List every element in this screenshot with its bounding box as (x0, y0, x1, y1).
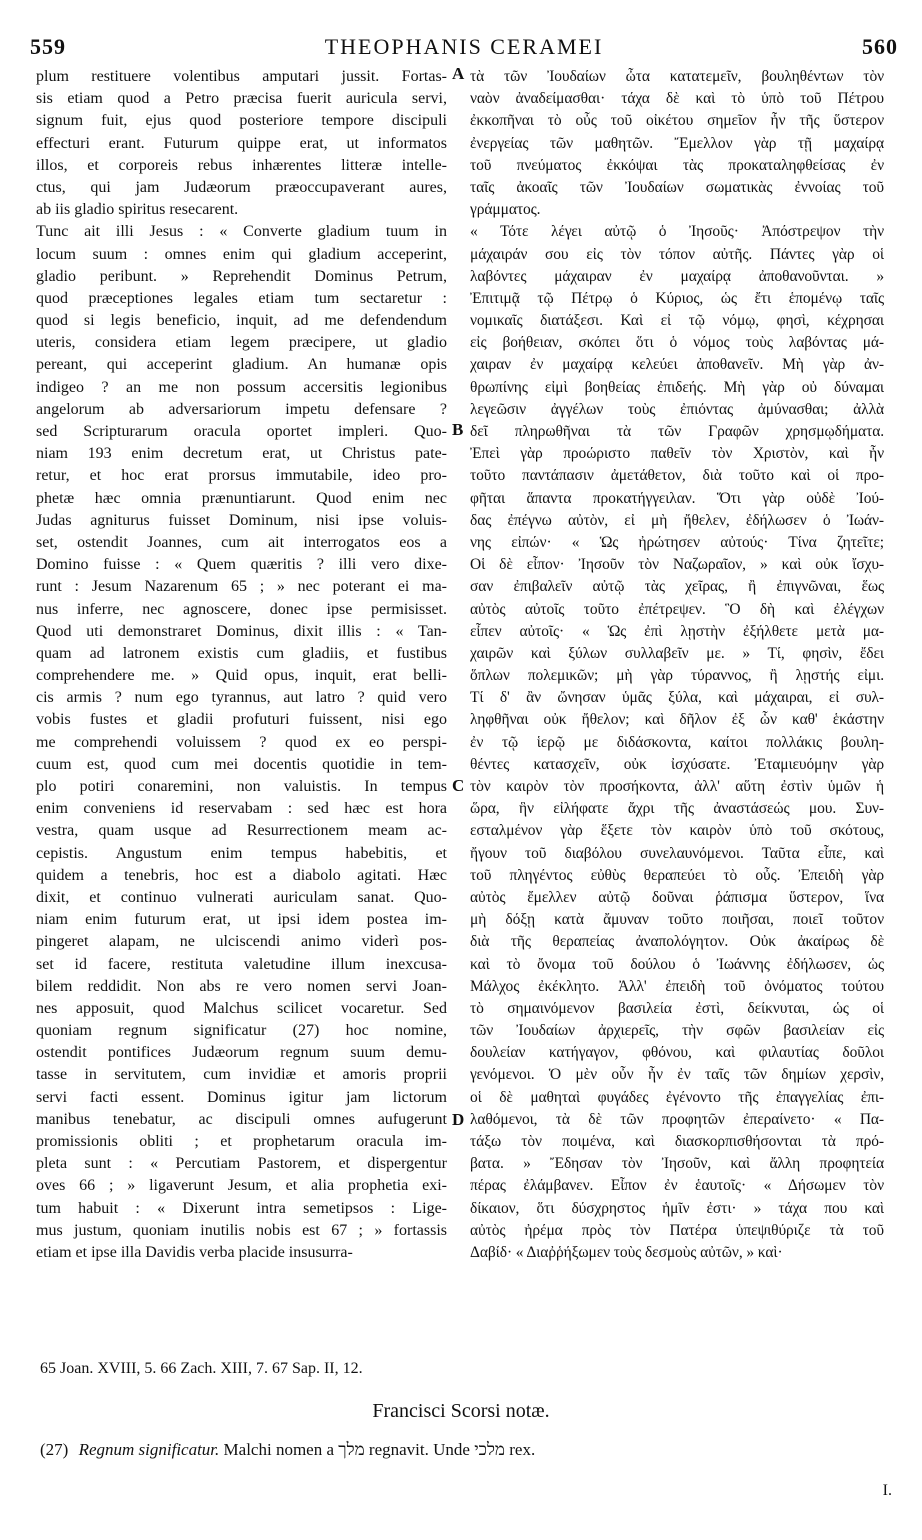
latin-text-line: uteris, considera etiam legem præcipere, ut gladio (36, 334, 447, 352)
latin-text-line: quod præceptiones legales etiam tum sectaretur : (36, 289, 447, 307)
greek-text-line: λεγεῶσιν ἀγγέλων τοὺς ἐπιόντας ἀμύνασθαι; ἀλλὰ (470, 400, 884, 418)
margin-marker-c: C (452, 776, 465, 795)
latin-text-line: pleta sunt : « Percutiam Pastorem, et dispergentur (36, 1155, 447, 1173)
greek-text-line: νης εἰπών· « Ὡς ἠρώτησεν αὐτούς· Τίνα ζητεῖτε; (470, 533, 884, 551)
latin-text-line: niam 193 enim decretum erat, ut Christus pate- (36, 445, 447, 463)
page-number-left: 559 (30, 34, 66, 59)
latin-text-line: vestra, quam usque ad Resurrectionem meam ac- (36, 822, 447, 840)
greek-text-line: τοῦ πνεύματος ἐκκόψαι τὰς προκαταληφθείσας ἐν (470, 156, 884, 174)
greek-text-line: ὅπλων πολεμικῶν; μὴ γὰρ τύραννος, ἢ λῃστής εἰμι. (470, 667, 884, 685)
latin-text-line: set id facere, restituta valetudine illum inexcusa- (36, 955, 447, 973)
greek-text-line: Μάλχος ἐκέκλητο. Ἀλλ' ἐπειδὴ τοῦ ὀνόματος τούτου (470, 977, 884, 995)
greek-text-line: τάξω τὸν ποιμένα, καὶ διασκορπισθήσονται τὰ πρό- (470, 1133, 884, 1150)
latin-text-line: quoniam regnum significatur (27) hoc nomine, (36, 1022, 447, 1040)
note-text: Malchi nomen a מלך regnavit. Unde מלכי rex. (223, 1440, 536, 1459)
greek-text-line: τὸ σημαινόμενον βασιλεία ἐστὶ, δείκνυται, ὡς οἱ (470, 999, 884, 1017)
latin-text-line: servi facti essent. Dominus igitur jam lictorum (36, 1088, 447, 1106)
latin-text-line: vobis fustes et gladii profuturi fuissent, nisi ego (36, 711, 447, 729)
latin-text-line: quidem a tenebris, hoc est a diabolo agitati. Hæc (36, 866, 447, 884)
footnotes: 65 Joan. XVIII, 5. 66 Zach. XIII, 7. 67 Sap. II, 12. (40, 1360, 363, 1377)
running-title: THEOPHANIS CERAMEI (324, 34, 604, 59)
latin-text-line: retur, et hoc erat prorsus immutabile, ideo pro- (36, 467, 447, 485)
latin-text-line: manibus tenebatur, ac discipuli omnes aufugerunt (36, 1110, 447, 1128)
greek-text-line: Τί δ' ἂν ὤνησαν ὑμᾶς ξύλα, καὶ μάχαιραι, εἰ συλ- (470, 689, 884, 707)
greek-text-line: νομικαῖς διατάξεσι. Καὶ εἰ τῷ νόμῳ, φησὶ, κέχρησαι (470, 312, 884, 330)
greek-text-line: φῆται ἅπαντα προκατήγγειλαν. Ὅτι γὰρ οὐδὲ Ἰού- (470, 489, 884, 507)
notes-title: Francisci Scorsi notæ. (372, 1400, 550, 1422)
latin-text-line: oves 66 ; » ligaverunt Jesum, et alia prophetia exi- (36, 1177, 447, 1195)
latin-text-line: quam ad latronem existis cum gladiis, et fustibus (36, 644, 447, 662)
latin-text-line: me comprehendi voluissem ? quod ex eo perspi- (36, 733, 447, 751)
greek-text-line: λαβόντες μάχαιραν ἐν μαχαίρᾳ ἀποθανοῦνται. » (470, 267, 884, 285)
latin-text-line: illos, et corporeis rebus inhærentes litteræ intelle- (36, 156, 447, 174)
latin-text-line: ctus, qui jam Judæorum præoccupaverant aures, (36, 178, 447, 196)
greek-text-line: Οἱ δὲ εἶπον· Ἰησοῦν τὸν Ναζωραῖον, » καὶ οὐκ ἴσχυ- (470, 556, 884, 574)
latin-text-line: tum habuit : « Dixerunt intra semetipsos : Lige- (36, 1199, 447, 1217)
latin-text-line: nus inferre, nec agnoscere, donec ipse permisisset. (36, 600, 447, 618)
greek-text-line: ταῖς ἀκοαῖς τῶν Ἰουδαίων σωματικὰς ἐννοίας τοῦ (470, 178, 884, 196)
greek-text-line: χαιραν ἐν μαχαίρᾳ κελεύει ἀποθανεῖν. Μὴ γὰρ ἀν- (470, 356, 884, 374)
latin-text-line: tasse in servitutem, cum invidiæ et amoris proprii (36, 1066, 447, 1084)
latin-text-line: angelorum ab adversariorum impetu defensare ? (36, 400, 447, 418)
greek-text-line: πέρας ἐλάμβανεν. Εἶπον ἐν ἑαυτοῖς· « Δήσωμεν τὸν (470, 1177, 884, 1195)
page-number-right: 560 (862, 34, 898, 59)
greek-text-line: αὐτὸς ἠρέμα πρὸς τὸν Πατέρα ὑπεψιθύριζε τὰ τοῦ (470, 1221, 884, 1239)
latin-text-line: ab iis gladio spiritus resecarent. (36, 201, 239, 219)
latin-text-line: plo potiri conaremini, non valuistis. In tempus (36, 778, 447, 795)
greek-text-line: δας ἐπέγνω αὐτὸν, εἰ μὴ ἤθελεν, ἐδήλωσεν ὁ Ἰωάν- (470, 511, 884, 529)
latin-text-line: sed Scripturarum oracula oportet impleri. Quo- (36, 423, 447, 440)
latin-text-line: effecturi erant. Futurum quippe erat, ut informatos (36, 134, 447, 152)
greek-text-line: ἐκκοπῆναι τὸ οὖς τοῦ οἰκέτου σημεῖον ἦν τῆς ὕστερον (470, 112, 884, 130)
latin-text-line: Tunc ait illi Jesus : « Converte gladium tuum in (36, 223, 447, 241)
margin-marker-a: A (452, 64, 465, 83)
greek-text-line: ληφθῆναι οὐκ ἤθελον; καὶ δῆλον ἐξ ὧν καθ' ἑκάστην (470, 711, 884, 729)
greek-text-line: τὰ τῶν Ἰουδαίων ὦτα κατατεμεῖν, βουληθέντων τὸν (470, 68, 884, 85)
greek-text-line: χαιρῶν καὶ ξύλων συλλαβεῖν με. » Τί, φησὶν, ἔδει (470, 644, 884, 662)
greek-text-line: εἰς βοήθειαν, σκόπει ὅτι ὁ νόμος τοὺς λαβόντας μά- (470, 334, 884, 352)
latin-text-line: pereant, qui acceperint gladium. An humanæ opis (36, 356, 447, 374)
greek-text-line: τοῦτο παντάπασιν ἀμετάθετον, διὰ τοῦτο καὶ οἱ προ- (470, 467, 884, 485)
greek-text-line: δουλείαν κατήγαγον, φθόνου, καὶ φιλαυτίας δοῦλοι (470, 1044, 884, 1062)
margin-marker-d: D (452, 1110, 465, 1129)
latin-text-line: signum fuit, ejus quod posteriore tempore discipuli (36, 112, 447, 130)
greek-text-line: ἐν τῷ ἱερῷ με διδάσκοντα, καίτοι πολλάκις βουλη- (470, 733, 884, 751)
latin-text-line: plum restituere volentibus amputari jussit. Fortas- (36, 68, 447, 85)
latin-text-line: etiam et ipse illa Davidis verba placide insusurra- (36, 1243, 353, 1261)
latin-text-line: promissionis obliti ; et prophetarum oracula im- (36, 1133, 447, 1150)
greek-text-line: Δαβίδ· « Διαῤῥήξωμεν τοὺς δεσμοὺς αὐτῶν, » καὶ· (470, 1243, 783, 1261)
greek-text-line: « Τότε λέγει αὐτῷ ὁ Ἰησοῦς· Ἀπόστρεψον τὴν (470, 223, 884, 241)
greek-text-line: σαν ἐπιβαλεῖν αὐτῷ τὰς χεῖρας, ἢ ἐπιγνῶναι, ἕως (470, 578, 884, 596)
latin-column (36, 66, 447, 1264)
page-header (30, 34, 898, 62)
greek-column (470, 66, 884, 1264)
latin-text-line: bilem reddidit. Non abs re vero nomen servi Joan- (36, 977, 447, 995)
latin-text-line: niam enim futurum erat, ut ipsi idem postea im- (36, 911, 447, 929)
stray-mark: I. (882, 1482, 892, 1499)
greek-text-line: τὸν καιρὸν τὸν προσήκοντα, ἀλλ' αὕτη ἐστὶν ὑμῶν ἡ (470, 778, 884, 795)
greek-text-line: γενόμενοι. Ὁ μὲν οὖν ἦν ἐν ταῖς τῶν δημίων χερσὶν, (470, 1066, 884, 1084)
margin-marker-b: B (452, 420, 464, 439)
latin-text-line: nes apposuit, quod Malchus scilicet vocaretur. Sed (36, 999, 447, 1017)
greek-text-line: λαθόμενοι, τὰ δὲ τῶν προφητῶν ἐπεραίνετο· « Πα- (470, 1110, 884, 1128)
latin-text-line: dixit, et continuo vulnerati auriculam sanat. Quo- (36, 888, 447, 906)
latin-text-line: comprehendere me. » Quid opus, inquit, erat belli- (36, 667, 447, 685)
greek-text-line: βατα. » Ἔδησαν τὸν Ἰησοῦν, καὶ ἄλλη προφητεία (470, 1155, 884, 1173)
latin-text-line: indigeo ? an me non possum accersitis legionibus (36, 378, 447, 396)
latin-text-line: cepistis. Angustum enim tempus habebitis, et (36, 844, 447, 862)
latin-text-line: mus justum, quoniam inutilis nobis est 67 ; » fortassis (36, 1221, 447, 1239)
greek-text-line: μὴ δόξῃ κατὰ ἄμυναν τοῦτο ποιῆσαι, ποιεῖ τοῦτον (470, 911, 884, 929)
greek-text-line: Ἐπιτιμᾷ τῷ Πέτρῳ ὁ Κύριος, ὡς ἔτι ἑπομένῳ ταῖς (470, 289, 884, 307)
greek-text-line: αὐτὸς αὐτοῖς τοῦτο ἐπέτρεψεν. Ὃ δὴ καὶ ἐλέγχων (470, 600, 884, 618)
latin-text-line: sis etiam quod a Petro præcisa fuerit auricula servi, (36, 90, 447, 108)
greek-text-line: εἶπεν αὐτοῖς· « Ὡς ἐπὶ λῃστὴν ἐξήλθετε μετὰ μα- (470, 622, 884, 640)
latin-text-line: set, ostendit Joannes, cum ait interrogatos eos a (36, 533, 447, 551)
greek-text-line: τοῦ πληγέντος εὐθὺς θεραπεύει τὸ οὖς. Ἐπειδὴ γὰρ (470, 866, 884, 884)
greek-text-line: διὰ τῆς θεραπείας ἀναπολόγητον. Οὐκ ἀκαίρως δὲ (470, 933, 884, 951)
latin-text-line: phetæ hæc omnia prænuntiarunt. Quod enim nec (36, 489, 447, 507)
latin-text-line: Judas agniturus fuisset Dominum, nisi ipse voluis- (36, 511, 447, 529)
greek-text-line: καὶ τὸ ὄνομα τοῦ δούλου ὁ Ἰωάννης ἐδήλωσεν, ὡς (470, 955, 884, 973)
latin-text-line: ostendit pontifices Judæorum regnum suum demu- (36, 1044, 447, 1062)
latin-text-line: gladio peribunt. » Reprehendit Dominus Petrum, (36, 267, 447, 285)
greek-text-line: αὐτὸς ἔμελλεν αὐτῷ δοῦναι ῥάπισμα ὕστερον, ἵνα (470, 888, 884, 906)
latin-text-line: Domino fuisse : « Quem quæritis ? illi vero dixe- (36, 556, 447, 574)
greek-text-line: ἤγουν τοῦ διαβόλου συνελαυνόμενοι. Ταῦτα εἶπε, καὶ (470, 844, 884, 862)
greek-text-line: μάχαιράν σου εἰς τὸν τόπον αὐτῆς. Πάντες γὰρ οἱ (470, 245, 884, 263)
latin-text-line: quod si legis beneficio, inquit, ad me defendendum (36, 312, 447, 330)
greek-text-line: γράμματος. (470, 201, 541, 219)
greek-text-line: εσταλμένον γὰρ ἕξετε τὸν καιρὸν ὑπὸ τοῦ σκότους, (470, 822, 884, 840)
note-lemma: Regnum significatur. (78, 1440, 220, 1459)
greek-text-line: θρωπίνης εἰμὶ βοηθείας ἐπιδεής. Μὴ γὰρ οὐ δύναμαι (470, 378, 884, 396)
latin-text-line: enim conveniens id reservabam : sed hæc est hora (36, 800, 447, 818)
greek-text-line: ὥρα, ἣν εἰλήφατε ἄχρι τῆς ἀναστάσεώς μου. Συν- (470, 800, 884, 818)
greek-text-line: δεῖ πληρωθῆναι τὰ τῶν Γραφῶν χρησμῳδήματα. (470, 423, 884, 440)
editor-note (40, 1440, 535, 1460)
note-ref: (27) (40, 1440, 69, 1459)
greek-text-line: Ἐπεὶ γὰρ προώριστο παθεῖν τὸν Χριστὸν, καὶ ἦν (470, 445, 884, 463)
latin-text-line: cuum est, quod cum mei docentis quotidie in tem- (36, 755, 447, 773)
greek-text-line: θέντες κατασχεῖν, οὐκ ἰσχύσατε. Ἐταμιευόμην γὰρ (470, 755, 884, 773)
latin-text-line: locum suum : omnes enim qui gladium acceperint, (36, 245, 447, 263)
latin-text-line: Quod uti demonstraret Dominus, dixit illis : « Tan- (36, 622, 447, 640)
greek-text-line: δίκαιον, ὅτι δύσχρηστος ἡμῖν ἐστι· » τάχα που καὶ (470, 1199, 884, 1217)
greek-text-line: ναὸν ἀναδείμασθαι· τάχα δὲ καὶ τὸ ὑπὸ τοῦ Πέτρου (470, 90, 884, 108)
latin-text-line: cis armis ? num ego tyrannus, aut latro ? quid vero (36, 689, 447, 707)
greek-text-line: τῶν Ἰουδαίων ἀρχιερεῖς, τὴν σφῶν βασιλείαν εἰς (470, 1022, 884, 1040)
latin-text-line: pingeret alapam, ne ulciscendi animo viderì pos- (36, 933, 447, 951)
latin-text-line: runt : Jesum Nazarenum 65 ; » nec poterant ei ma- (36, 578, 447, 596)
greek-text-line: ἐνεργείας τῶν μαθητῶν. Ἔμελλον γὰρ τῇ μαχαίρᾳ (470, 134, 884, 152)
greek-text-line: οἱ δὲ μαθηταὶ φυγάδες ἐγένοντο τῆς ἐπαγγελίας ἐπι- (470, 1088, 884, 1106)
